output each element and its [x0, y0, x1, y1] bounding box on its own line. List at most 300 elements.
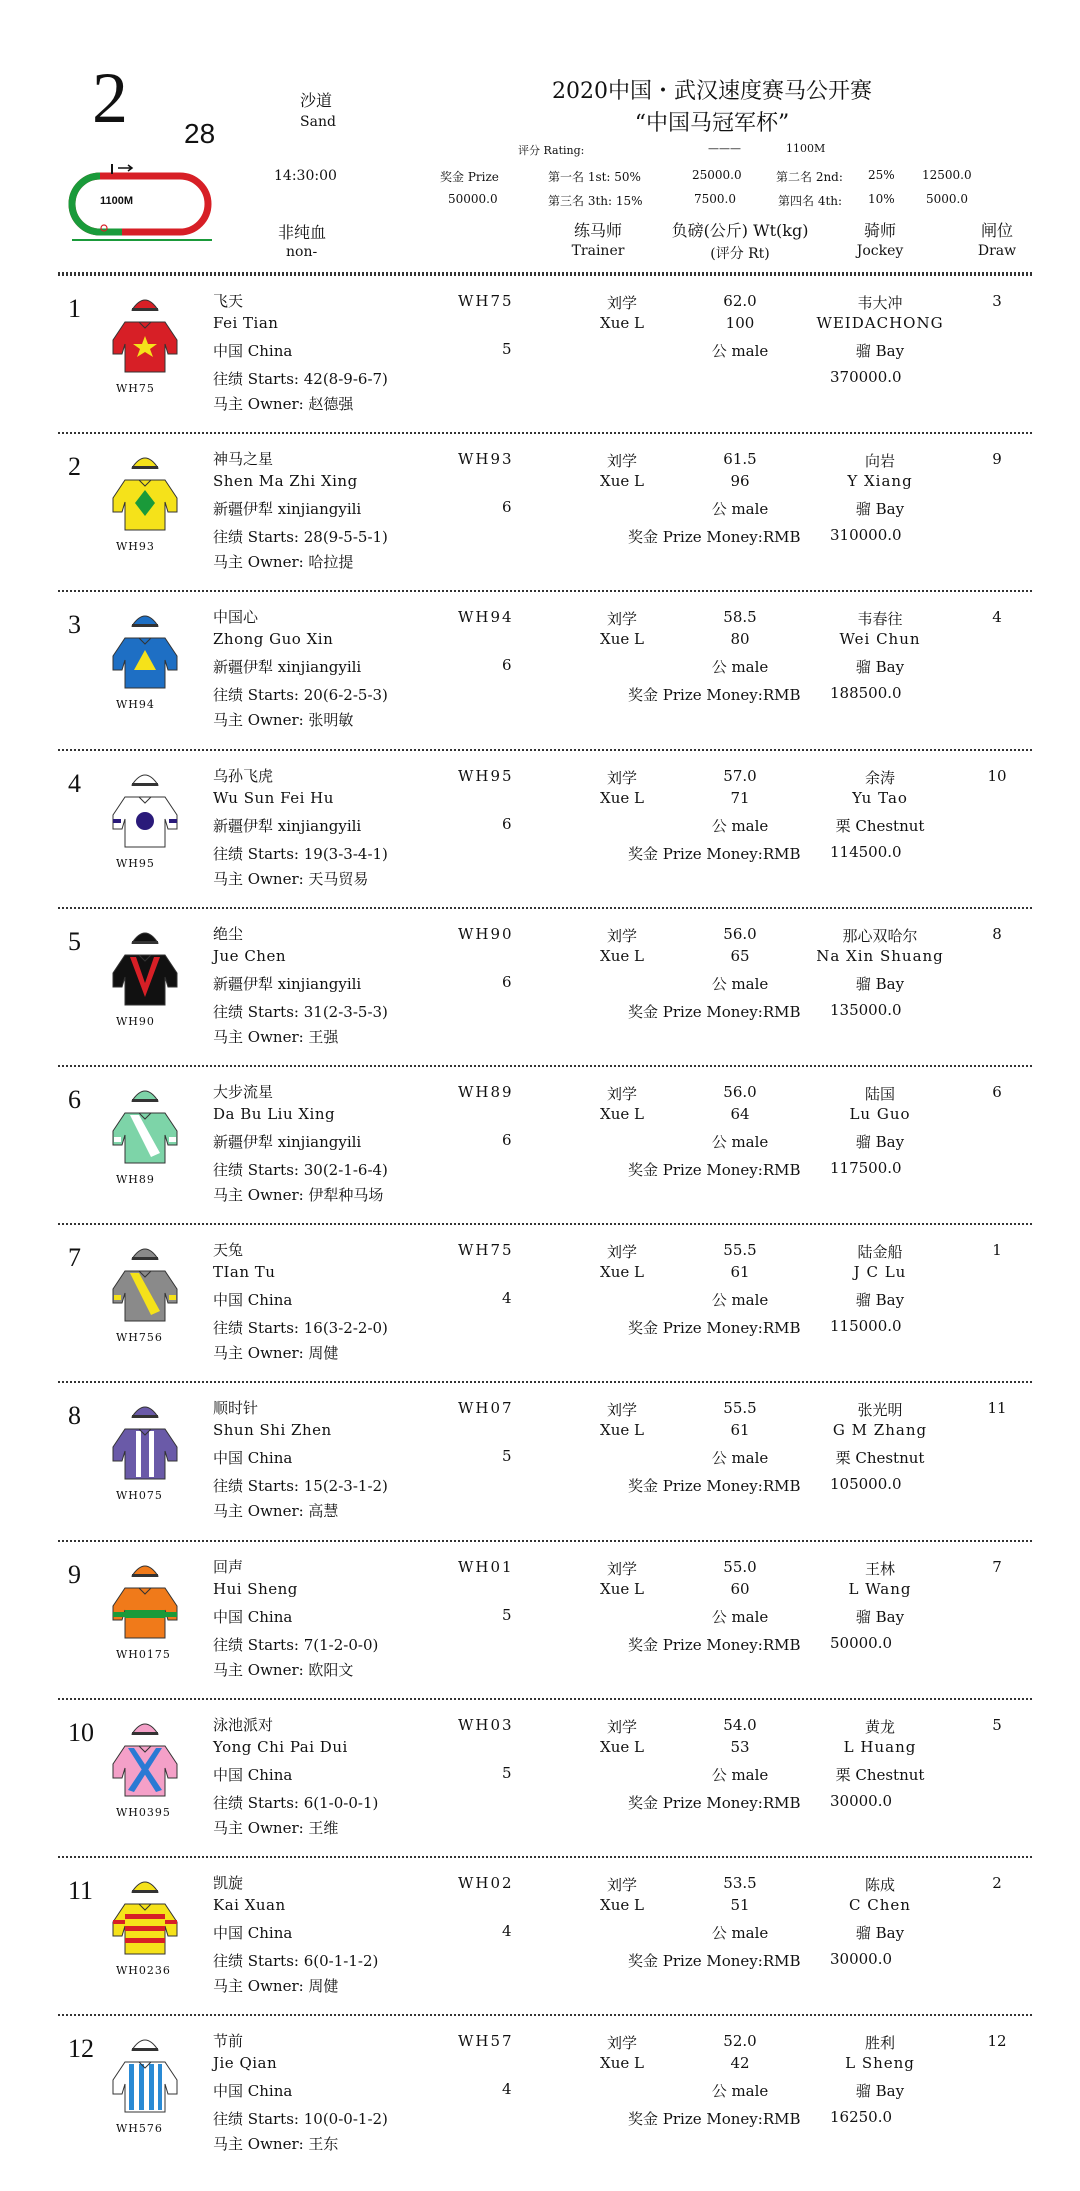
trainer-name-cn: 刘学	[606, 1876, 638, 1894]
runner-entry	[0, 1544, 1080, 1699]
horse-color: 骝 Bay	[855, 2082, 905, 2100]
horse-owner: 马主 Owner: 伊犁种马场	[213, 1186, 384, 1204]
horse-name-en: Hui Sheng	[213, 1580, 298, 1598]
entry-divider	[58, 274, 1032, 276]
horse-sex: 公 male	[711, 1133, 769, 1151]
horse-starts: 往绩 Starts: 7(1-2-0-0)	[213, 1636, 379, 1654]
trainer-name-cn: 刘学	[606, 1401, 638, 1419]
col-weight-en: (评分 Rt)	[710, 246, 770, 262]
first-amount: 25000.0	[692, 168, 742, 182]
col-jockey-cn: 骑师	[863, 221, 897, 240]
surface-en: Sand	[300, 114, 336, 130]
horse-name-cn: 泳池派对	[213, 1716, 274, 1734]
horse-name-en: Kai Xuan	[213, 1896, 286, 1914]
rating-points: 53	[730, 1738, 750, 1756]
prize-money-label: 奖金 Prize Money:RMB	[628, 1003, 801, 1021]
rating-points: 61	[730, 1421, 750, 1439]
second-pct: 25%	[868, 168, 895, 182]
entry-number: 3	[68, 610, 81, 639]
prize-money: 188500.0	[830, 684, 902, 702]
runner-entry	[0, 1860, 1080, 2015]
silk-code: WH75	[116, 382, 155, 395]
horse-name-cn: 大步流星	[213, 1083, 274, 1101]
prize-money-label: 奖金 Prize Money:RMB	[628, 1636, 801, 1654]
horse-owner: 马主 Owner: 天马贸易	[213, 870, 369, 888]
horse-owner: 马主 Owner: 张明敏	[213, 711, 354, 729]
rating-points: 96	[730, 472, 750, 490]
horse-sex: 公 male	[711, 658, 769, 676]
jockey-silk-icon	[112, 1874, 178, 1958]
horse-age: 6	[502, 1131, 512, 1149]
entry-divider	[58, 2014, 1032, 2016]
prize-label: 奖金 Prize	[440, 170, 499, 184]
horse-starts: 往绩 Starts: 6(1-0-0-1)	[213, 1794, 379, 1812]
silk-code: WH0175	[116, 1648, 171, 1661]
silk-code: WH576	[116, 2122, 163, 2135]
horse-origin: 中国 China	[213, 2082, 293, 2100]
horse-origin: 中国 China	[213, 342, 293, 360]
jockey-name-en: Na Xin Shuang	[816, 947, 944, 965]
horse-owner: 马主 Owner: 高慧	[213, 1502, 339, 1520]
prize-money-label: 奖金 Prize Money:RMB	[628, 1477, 801, 1495]
horse-starts: 往绩 Starts: 42(8-9-6-7)	[213, 370, 388, 388]
draw-number: 5	[992, 1716, 1002, 1734]
jockey-name-cn: 陈成	[864, 1876, 896, 1894]
carried-weight: 52.0	[723, 2032, 757, 2050]
horse-name-cn: 凯旋	[213, 1874, 244, 1892]
prize-money-label: 奖金 Prize Money:RMB	[628, 1952, 801, 1970]
jockey-silk-icon	[112, 1716, 178, 1800]
breed-en: non-	[286, 244, 318, 260]
prize-money-label: 奖金 Prize Money:RMB	[628, 2110, 801, 2128]
jockey-name-cn: 向岩	[864, 452, 896, 470]
jockey-name-en: Wei Chun	[839, 630, 921, 648]
horse-starts: 往绩 Starts: 19(3-3-4-1)	[213, 845, 388, 863]
entry-divider	[58, 590, 1032, 592]
horse-name-en: TIan Tu	[213, 1263, 276, 1281]
horse-name-cn: 节前	[213, 2032, 244, 2050]
col-draw-en: Draw	[977, 243, 1017, 259]
carried-weight: 57.0	[723, 767, 757, 785]
horse-age: 6	[502, 498, 512, 516]
horse-age: 6	[502, 815, 512, 833]
horse-color: 栗 Chestnut	[835, 817, 925, 835]
jockey-silk-icon	[112, 450, 178, 534]
horse-color: 骝 Bay	[855, 975, 905, 993]
entry-number: 10	[68, 1718, 94, 1747]
surface-cn: 沙道	[300, 91, 333, 110]
prize-money: 117500.0	[830, 1159, 902, 1177]
horse-owner: 马主 Owner: 王强	[213, 1028, 339, 1046]
prize-money: 50000.0	[830, 1634, 893, 1652]
runner-entry	[0, 1385, 1080, 1540]
horse-starts: 往绩 Starts: 30(2-1-6-4)	[213, 1161, 388, 1179]
jockey-name-cn: 韦大冲	[857, 294, 903, 312]
entry-number: 5	[68, 927, 81, 956]
jockey-name-en: J C Lu	[853, 1263, 907, 1281]
horse-name-en: Shen Ma Zhi Xing	[213, 472, 358, 490]
horse-origin: 中国 China	[213, 1924, 293, 1942]
race-number: 2	[92, 58, 128, 138]
prize-money-label: 奖金 Prize Money:RMB	[628, 1161, 801, 1179]
horse-owner: 马主 Owner: 欧阳文	[213, 1661, 354, 1679]
entry-number: 7	[68, 1243, 81, 1272]
draw-number: 8	[992, 925, 1002, 943]
draw-number: 2	[992, 1874, 1002, 1892]
header-divider	[58, 272, 1032, 274]
horse-name-en: Fei Tian	[213, 314, 279, 332]
trainer-name-cn: 刘学	[606, 1718, 638, 1736]
prize-money: 16250.0	[830, 2108, 893, 2126]
prize-money-label: 奖金 Prize Money:RMB	[628, 1794, 801, 1812]
entry-number: 8	[68, 1401, 81, 1430]
horse-origin: 中国 China	[213, 1449, 293, 1467]
entry-number: 11	[68, 1876, 94, 1905]
col-draw-cn: 闸位	[980, 221, 1014, 240]
trainer-name-cn: 刘学	[606, 610, 638, 628]
trainer-name-en: Xue L	[600, 630, 644, 648]
silk-code: WH89	[116, 1173, 155, 1186]
horse-sex: 公 male	[711, 1766, 769, 1784]
horse-name-cn: 顺时针	[213, 1399, 259, 1417]
carried-weight: 55.5	[723, 1241, 757, 1259]
horse-color: 骝 Bay	[855, 1291, 905, 1309]
entry-divider	[58, 1540, 1032, 1542]
horse-rating: WH93	[458, 450, 514, 468]
entry-divider	[58, 907, 1032, 909]
horse-owner: 马主 Owner: 王维	[213, 1819, 339, 1837]
horse-origin: 中国 China	[213, 1608, 293, 1626]
entry-divider	[58, 1223, 1032, 1225]
col-weight-cn: 负磅(公斤) Wt(kg)	[671, 221, 809, 240]
entry-number: 2	[68, 452, 81, 481]
horse-color: 骝 Bay	[855, 1133, 905, 1151]
entry-divider	[58, 749, 1032, 751]
entry-number: 1	[68, 294, 81, 323]
rating-points: 65	[730, 947, 750, 965]
horse-starts: 往绩 Starts: 15(2-3-1-2)	[213, 1477, 388, 1495]
horse-sex: 公 male	[711, 500, 769, 518]
race-subtitle: “中国马冠军杯”	[634, 111, 790, 136]
col-trainer-cn: 练马师	[573, 221, 623, 240]
entry-divider	[58, 1698, 1032, 1700]
trainer-name-en: Xue L	[600, 2054, 644, 2072]
jockey-silk-icon	[112, 608, 178, 692]
horse-rating: WH75	[458, 1241, 514, 1259]
rating-points: 51	[730, 1896, 750, 1914]
horse-age: 5	[502, 1606, 512, 1624]
jockey-name-en: Y Xiang	[847, 472, 913, 490]
horse-origin: 中国 China	[213, 1766, 293, 1784]
jockey-name-cn: 张光明	[857, 1401, 903, 1419]
silk-code: WH93	[116, 540, 155, 553]
draw-number: 9	[992, 450, 1002, 468]
runner-entry	[0, 1069, 1080, 1224]
horse-color: 骝 Bay	[855, 1924, 905, 1942]
jockey-silk-icon	[112, 1558, 178, 1642]
horse-name-cn: 飞天	[213, 292, 244, 310]
breed-cn: 非纯血	[278, 223, 327, 242]
runner-entry	[0, 753, 1080, 908]
draw-number: 10	[987, 767, 1007, 785]
horse-age: 6	[502, 973, 512, 991]
horse-owner: 马主 Owner: 周健	[213, 1344, 339, 1362]
horse-rating: WH90	[458, 925, 514, 943]
runner-entry	[0, 1227, 1080, 1382]
prize-money: 115000.0	[830, 1317, 902, 1335]
horse-sex: 公 male	[711, 975, 769, 993]
jockey-silk-icon	[112, 1399, 178, 1483]
trainer-name-cn: 刘学	[606, 452, 638, 470]
jockey-silk-icon	[112, 292, 178, 376]
horse-starts: 往绩 Starts: 31(2-3-5-3)	[213, 1003, 388, 1021]
jockey-silk-icon	[112, 2032, 178, 2116]
prize-total: 50000.0	[448, 192, 498, 206]
trainer-name-en: Xue L	[600, 947, 644, 965]
runner-entry	[0, 436, 1080, 591]
rating-points: 64	[730, 1105, 750, 1123]
jockey-name-en: G M Zhang	[832, 1421, 928, 1439]
silk-code: WH0395	[116, 1806, 171, 1819]
carried-weight: 55.5	[723, 1399, 757, 1417]
jockey-name-en: Lu Guo	[849, 1105, 911, 1123]
trainer-name-cn: 刘学	[606, 1243, 638, 1261]
silk-code: WH94	[116, 698, 155, 711]
prize-money: 30000.0	[830, 1950, 893, 1968]
horse-color: 栗 Chestnut	[835, 1449, 925, 1467]
trainer-name-cn: 刘学	[606, 1085, 638, 1103]
jockey-silk-icon	[112, 767, 178, 851]
horse-age: 5	[502, 1447, 512, 1465]
prize-money-label: 奖金 Prize Money:RMB	[628, 1319, 801, 1337]
horse-age: 5	[502, 1764, 512, 1782]
silk-code: WH756	[116, 1331, 163, 1344]
horse-age: 5	[502, 340, 512, 358]
horse-color: 骝 Bay	[855, 1608, 905, 1626]
horse-color: 栗 Chestnut	[835, 1766, 925, 1784]
horse-owner: 马主 Owner: 哈拉提	[213, 553, 354, 571]
draw-number: 11	[987, 1399, 1007, 1417]
entry-number: 9	[68, 1560, 81, 1589]
trainer-name-en: Xue L	[600, 472, 644, 490]
horse-starts: 往绩 Starts: 20(6-2-5-3)	[213, 686, 388, 704]
horse-owner: 马主 Owner: 周健	[213, 1977, 339, 1995]
horse-starts: 往绩 Starts: 28(9-5-5-1)	[213, 528, 388, 546]
draw-number: 1	[992, 1241, 1002, 1259]
second-amount: 12500.0	[922, 168, 972, 182]
race-distance: 1100M	[786, 142, 826, 155]
horse-name-en: Yong Chi Pai Dui	[213, 1738, 348, 1756]
horse-name-en: Jie Qian	[213, 2054, 278, 2072]
jockey-silk-icon	[112, 925, 178, 1009]
horse-name-en: Da Bu Liu Xing	[213, 1105, 336, 1123]
horse-starts: 往绩 Starts: 16(3-2-2-0)	[213, 1319, 388, 1337]
runner-entry	[0, 2018, 1080, 2173]
trainer-name-en: Xue L	[600, 314, 644, 332]
entry-number: 4	[68, 769, 81, 798]
col-trainer-en: Trainer	[571, 243, 625, 259]
fourth-label: 第四名 4th:	[778, 194, 843, 208]
trainer-name-en: Xue L	[600, 1738, 644, 1756]
silk-code: WH90	[116, 1015, 155, 1028]
horse-origin: 新疆伊犁 xinjiangyili	[213, 500, 362, 518]
carried-weight: 56.0	[723, 1083, 757, 1101]
jockey-name-en: L Sheng	[845, 2054, 915, 2072]
third-amount: 7500.0	[694, 192, 736, 206]
trainer-name-en: Xue L	[600, 1263, 644, 1281]
horse-rating: WH94	[458, 608, 514, 626]
entry-number: 6	[68, 1085, 81, 1114]
horse-age: 6	[502, 656, 512, 674]
carried-weight: 58.5	[723, 608, 757, 626]
trainer-name-en: Xue L	[600, 1896, 644, 1914]
entry-divider	[58, 1856, 1032, 1858]
prize-money: 30000.0	[830, 1792, 893, 1810]
horse-name-cn: 回声	[213, 1558, 244, 1576]
silk-code: WH0236	[116, 1964, 171, 1977]
horse-rating: WH02	[458, 1874, 514, 1892]
horse-origin: 新疆伊犁 xinjiangyili	[213, 817, 362, 835]
carried-weight: 53.5	[723, 1874, 757, 1892]
carried-weight: 61.5	[723, 450, 757, 468]
entry-divider	[58, 1381, 1032, 1383]
horse-sex: 公 male	[711, 342, 769, 360]
horse-name-en: Wu Sun Fei Hu	[213, 789, 334, 807]
draw-number: 4	[992, 608, 1002, 626]
jockey-name-cn: 胜利	[864, 2034, 896, 2052]
horse-rating: WH75	[458, 292, 514, 310]
draw-number: 7	[992, 1558, 1002, 1576]
draw-number: 3	[992, 292, 1002, 310]
horse-color: 骝 Bay	[855, 500, 905, 518]
jockey-name-cn: 余涛	[864, 769, 896, 787]
trainer-name-cn: 刘学	[606, 294, 638, 312]
horse-color: 骝 Bay	[855, 658, 905, 676]
horse-name-en: Shun Shi Zhen	[213, 1421, 332, 1439]
horse-origin: 新疆伊犁 xinjiangyili	[213, 975, 362, 993]
trainer-name-cn: 刘学	[606, 927, 638, 945]
jockey-name-cn: 韦春往	[857, 610, 903, 628]
horse-name-en: Jue Chen	[213, 947, 286, 965]
track-diagram	[62, 162, 214, 252]
horse-sex: 公 male	[711, 1291, 769, 1309]
runner-entry	[0, 911, 1080, 1066]
carried-weight: 54.0	[723, 1716, 757, 1734]
horse-name-cn: 绝尘	[213, 925, 244, 943]
trainer-name-cn: 刘学	[606, 1560, 638, 1578]
runner-entry	[0, 594, 1080, 749]
rating-label: 评分 Rating:	[518, 144, 585, 157]
horse-rating: WH89	[458, 1083, 514, 1101]
col-jockey-en: Jockey	[856, 243, 904, 259]
prize-money-label: 奖金 Prize Money:RMB	[628, 845, 801, 863]
horse-owner: 马主 Owner: 王东	[213, 2135, 339, 2153]
runner-entry	[0, 278, 1080, 433]
horse-sex: 公 male	[711, 1924, 769, 1942]
carried-weight: 56.0	[723, 925, 757, 943]
jockey-name-en: L Huang	[843, 1738, 917, 1756]
jockey-name-cn: 陆金船	[857, 1243, 903, 1261]
race-title: 2020中国・武汉速度赛马公开赛	[552, 79, 872, 104]
horse-age: 4	[502, 2080, 512, 2098]
jockey-name-en: C Chen	[849, 1896, 911, 1914]
horse-rating: WH03	[458, 1716, 514, 1734]
horse-age: 4	[502, 1922, 512, 1940]
third-label: 第三名 3th: 15%	[548, 194, 643, 208]
jockey-name-en: WEIDACHONG	[816, 314, 944, 332]
first-label: 第一名 1st: 50%	[548, 170, 641, 184]
rating-points: 60	[730, 1580, 750, 1598]
horse-name-cn: 中国心	[213, 608, 259, 626]
prize-money-label: 奖金 Prize Money:RMB	[628, 686, 801, 704]
horse-sex: 公 male	[711, 1449, 769, 1467]
prize-money-label: 奖金 Prize Money:RMB	[628, 528, 801, 546]
jockey-name-cn: 王林	[864, 1560, 896, 1578]
runner-count: 28	[184, 118, 216, 149]
jockey-name-cn: 黄龙	[864, 1718, 896, 1736]
runner-entry	[0, 1702, 1080, 1857]
prize-money: 114500.0	[830, 843, 902, 861]
jockey-name-en: Yu Tao	[852, 789, 908, 807]
track-distance-label: 1100M	[100, 195, 134, 207]
prize-money: 105000.0	[830, 1475, 902, 1493]
rating-points: 100	[725, 314, 755, 332]
horse-owner: 马主 Owner: 赵德强	[213, 395, 354, 413]
horse-starts: 往绩 Starts: 10(0-0-1-2)	[213, 2110, 388, 2128]
trainer-name-cn: 刘学	[606, 769, 638, 787]
horse-sex: 公 male	[711, 1608, 769, 1626]
jockey-silk-icon	[112, 1241, 178, 1325]
carried-weight: 55.0	[723, 1558, 757, 1576]
fourth-amount: 5000.0	[926, 192, 968, 206]
draw-number: 6	[992, 1083, 1002, 1101]
jockey-name-en: L Wang	[848, 1580, 912, 1598]
jockey-name-cn: 那心双哈尔	[842, 927, 918, 945]
horse-name-cn: 乌孙飞虎	[213, 767, 274, 785]
trainer-name-en: Xue L	[600, 1580, 644, 1598]
race-time: 14:30:00	[274, 168, 337, 184]
trainer-name-en: Xue L	[600, 1421, 644, 1439]
draw-number: 12	[987, 2032, 1007, 2050]
trainer-name-en: Xue L	[600, 789, 644, 807]
rating-points: 80	[730, 630, 750, 648]
horse-age: 4	[502, 1289, 512, 1307]
silk-code: WH075	[116, 1489, 163, 1502]
entry-number: 12	[68, 2034, 94, 2063]
horse-sex: 公 male	[711, 817, 769, 835]
jockey-name-cn: 陆国	[864, 1085, 896, 1103]
entry-divider	[58, 432, 1032, 434]
rating-points: 42	[730, 2054, 750, 2072]
horse-rating: WH95	[458, 767, 514, 785]
trainer-name-en: Xue L	[600, 1105, 644, 1123]
horse-rating: WH07	[458, 1399, 514, 1417]
horse-name-cn: 神马之星	[213, 450, 274, 468]
trainer-name-cn: 刘学	[606, 2034, 638, 2052]
prize-money: 310000.0	[830, 526, 902, 544]
horse-starts: 往绩 Starts: 6(0-1-1-2)	[213, 1952, 379, 1970]
horse-sex: 公 male	[711, 2082, 769, 2100]
horse-rating: WH01	[458, 1558, 514, 1576]
second-label: 第二名 2nd:	[776, 170, 843, 184]
horse-rating: WH57	[458, 2032, 514, 2050]
prize-money: 135000.0	[830, 1001, 902, 1019]
horse-name-en: Zhong Guo Xin	[213, 630, 334, 648]
horse-color: 骝 Bay	[855, 342, 905, 360]
horse-origin: 中国 China	[213, 1291, 293, 1309]
rating-value: ———	[708, 142, 741, 155]
horse-origin: 新疆伊犁 xinjiangyili	[213, 1133, 362, 1151]
